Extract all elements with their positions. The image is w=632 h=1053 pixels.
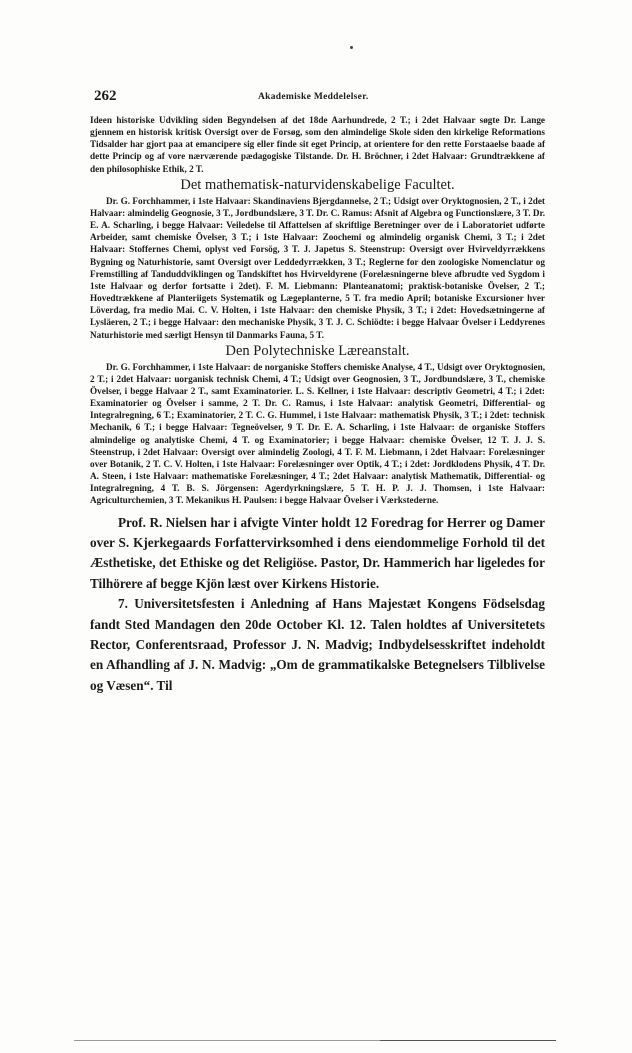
section-text-math-nat: Dr. G. Forchhammer, i 1ste Halvaar: Skandinaviens Bjergdannelse, 2 T.; Udsigt over Oryktognosien, 2 T., i 2det Halvaar: almindelig Geognosie, 3 T., Jordbundslære, 3 T. Dr. C. Ramus: Afsnit af Algebra og Functionslære, 3 T. Dr. E. A. Scharling, i begge Halvaar: Veiledelse til Affattelsen af skriftlige Beretninger over de i Laboratoriet udførte Arbeider, samt chemiske Övelser, 3 T.; i 1ste Halvaar: Zoochemi og almindelig organisk Chemi, 3 T.; i 2det Halvaar: Stoffernes Chemi, oplyst ved Forsög, 3 T. J. Japetus S. Steenstrup: Oversigt over Hvirveldyrrækkens Bygning og Naturhistorie, samt Oversigt over Leddedyrrækken, 3 T.; Reglerne for den zoologiske Nomenclatur og Fremstilling af Tanduddviklingen og Tandskiftet hos Hvirveldyrene (Forelæsningerne bleve afbrudte ved Sygdom i 1ste Halvaar og derfor fortsatte i 2det). F. M. Liebmann: Planteanatomi; praktisk-botaniske Övelser, 2 T.; Hovedtrækkene af Planteriigets Systematik og Lægeplanterne, 5 T. fra medio April; botaniske Excursioner hver Löverdag, fra medio Mai. C. V. Holten, i 1ste Halvaar: den chemiske Physik, 3 T.; i 2det: Hovedsætningerne af Lysläeren, 2 T.; i begge Halvaar: den mechaniske Physik, 3 T. J. C. Schiödte: i begge Halvaar Övelser i Leddyrenes Naturhistorie med særligt Hensyn til Danmarks Fauna, 5 T. [90,195,545,340]
footer-rule-dark [380,1040,556,1041]
paragraph-7: 7. Universitetsfesten i Anledning af Hans Majestæt Kongens Födselsdag fandt Sted Mandagen den 20de October Kl. 12. Talen holdtes af Universitetets Rector, Conferentsraad, Professor J. N. Madvig; Indbydelsesskriftet indeholdt en Afhandling af J. N. Madvig: „Om de grammatikalske Betegnelsers Tilblivelse og Væsen“. Til [90,596,545,693]
section-heading-polytechnic: Den Polytechniske Læreanstalt. [225,342,410,359]
page-header [90,88,545,114]
page-body [90,88,545,696]
running-title: Akademiske Meddelelser. [258,92,369,102]
section-heading-math-nat: Det mathematisk-naturvidenskabelige Facultet. [180,176,455,193]
intro-paragraph: Ideen historiske Udvikling siden Begyndelsen af det 18de Aarhundrede, 2 T.; i 2det Halvaar søgte Dr. Lange gjennem en historisk kritisk Oversigt over de Forsøg, som den almindelige Skole siden den kirkelige Reformations Tidsalder har gjort paa at emancipere sig eller finde sit eget Princip, at orientere for den rette Forstaaelse baade af dette Princip og af vore nærværende pædagogiske Tilstande. Dr. H. Bröchner, i 2det Halvaar: Grundtrækkene af den philosophiske Ethik, 2 T. [90,115,545,174]
page-number: 262 [94,88,117,104]
stray-dot [350,46,353,49]
section-text-polytechnic: Dr. G. Forchhammer, i 1ste Halvaar: de norganiske Stoffers chemiske Analyse, 4 T., Udsigt over Oryktognosien, 2 T.; i 2det Halvaar: uorganisk technisk Chemi, 4 T.; Udsigt over Geognosien, 3 T., Jordbundslære, 3 T., chemiske Övelser, i begge Halvaar 2 T., samt Examinatorier. L. S. Kellner, i 1ste Halvaar: descriptiv Geometri, 4 T.; i 2det: Examinatorier og Övelser i samme, 2 T. Dr. C. Ramus, i 1ste Halvaar: analytisk Geometri, Differential- og Integralregning, 6 T.; Examinatorier, 2 T. C. G. Hummel, i 1ste Halvaar: mathematisk Physik, 3 T.; i 2det: technisk Mechanik, 6 T.; i begge Halvaar: Tegneövelser, 9 T. Dr. E. A. Scharling, i 1ste Halvaar: de organiske Stoffers almindelige og analytiske Chemi, 4 T. og Examinatorier; i begge Halvaar: chemiske Övelser, 12 T. J. J. S. Steenstrup, i 2det Halvaar: Oversigt over almindelig Zoologi, 4 T. F. M. Liebmann, i 2det Halvaar: Forelæsninger over Botanik, 2 T. C. V. Holten, i 1ste Halvaar: Forelæsninger over Optik, 4 T.; i 2det: Jordklodens Physik, 4 T. Dr. A. Steen, i 1ste Halvaar: mathematiske Forelæsninger, 4 T.; 2det Halvaar: analytisk Mathematik, Differential- og Integralregning, 4 T. B. S. Jörgensen: Agerdyrkningslære, 5 T. H. P. J. J. Thomsen, i 1ste Halvaar: Agriculturchemien, 3 T. Mekanikus H. Paulsen: i begge Halvaar Övelser i Værkstederne. [90,361,545,506]
paragraph-nielsen: Prof. R. Nielsen har i afvigte Vinter holdt 12 Foredrag for Herrer og Damer over S. Kjerkegaards Forfattervirksomhed i dens eiendommelige Forhold til det Æsthetiske, det Ethiske og det Religiöse. Pastor, Dr. Hammerich har ligeledes for Tilhörere af begge Kjön læst over Kirkens Historie. [90,514,545,591]
